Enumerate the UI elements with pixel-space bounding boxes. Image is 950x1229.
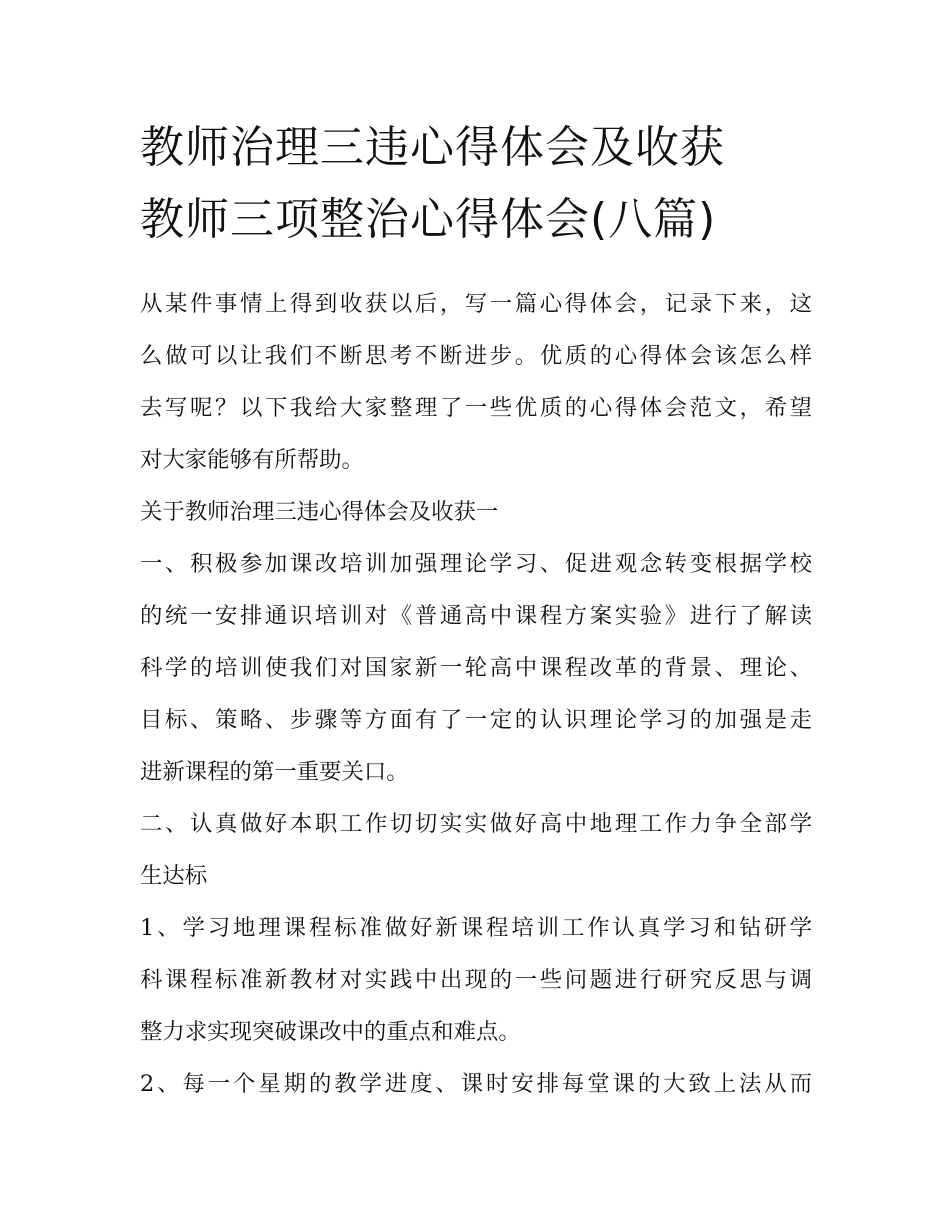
text-line: 关于教师治理三违心得体会及收获一: [140, 499, 499, 525]
paragraph-subpoint-2: [140, 1058, 812, 1110]
paragraph-point-2: [140, 798, 812, 902]
text-line: 么做可以让我们不断思考不断进步。优质的心得体会该怎么样: [140, 343, 812, 369]
text-line: 一、积极参加课改培训加强理论学习、促进观念转变根据学校: [140, 551, 812, 577]
title-line-1: 教师治理三违心得体会及收获: [140, 122, 725, 173]
document-title: [140, 112, 820, 256]
paragraph-intro: [140, 278, 812, 486]
paragraph-point-1: [140, 538, 812, 798]
text-line: 二、认真做好本职工作切切实实做好高中地理工作力争全部学: [140, 811, 812, 837]
text-line: 去写呢？以下我给大家整理了一些优质的心得体会范文，希望: [140, 395, 812, 421]
paragraph-subpoint-1: [140, 902, 812, 1058]
text-line: 生达标: [140, 863, 208, 889]
text-line: 科学的培训使我们对国家新一轮高中课程改革的背景、理论、: [140, 655, 812, 681]
text-line: 从某件事情上得到收获以后，写一篇心得体会，记录下来，这: [140, 291, 812, 317]
text-line: 的统一安排通识培训对《普通高中课程方案实验》进行了解读: [140, 603, 812, 629]
text-line: 整力求实现突破课改中的重点和难点。: [140, 1019, 521, 1045]
text-line: 科课程标准新教材对实践中出现的一些问题进行研究反思与调: [140, 967, 812, 993]
text-line: 进新课程的第一重要关口。: [140, 759, 409, 785]
section-heading: [140, 486, 812, 538]
document-body: [140, 278, 812, 1110]
text-line: 1、学习地理课程标准做好新课程培训工作认真学习和钻研学: [140, 915, 812, 941]
text-line: 2、每一个星期的教学进度、课时安排每堂课的大致上法从而: [140, 1071, 812, 1097]
text-line: 目标、策略、步骤等方面有了一定的认识理论学习的加强是走: [140, 707, 812, 733]
text-line: 对大家能够有所帮助。: [140, 447, 364, 473]
title-line-2: 教师三项整治心得体会(八篇): [140, 194, 717, 245]
